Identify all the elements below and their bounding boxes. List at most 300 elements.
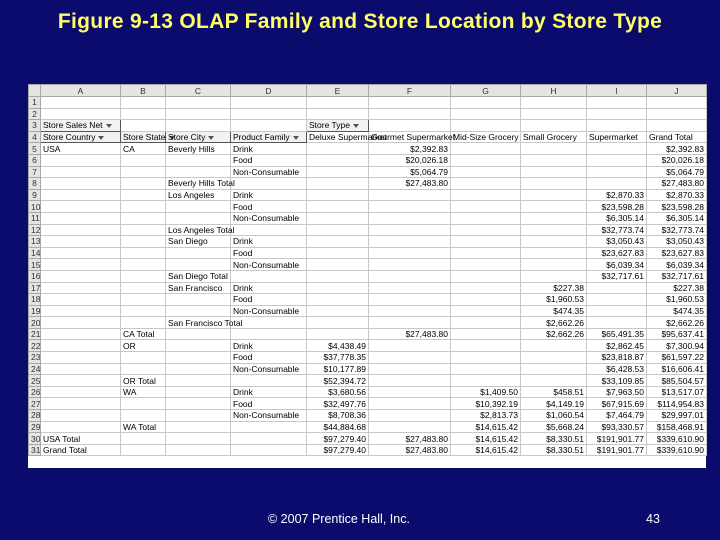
cell-b22[interactable]: OR	[121, 340, 166, 352]
cell-i5[interactable]	[587, 143, 647, 155]
cell-d26[interactable]: Drink	[231, 386, 307, 398]
column-header-e[interactable]: E	[307, 85, 369, 97]
cell-i19[interactable]	[587, 305, 647, 317]
cell-i3[interactable]	[587, 120, 647, 132]
cell-h3[interactable]	[521, 120, 587, 132]
cell-a10[interactable]	[41, 201, 121, 213]
cell-d24[interactable]: Non-Consumable	[231, 363, 307, 375]
cell-i26[interactable]: $7,963.50	[587, 386, 647, 398]
cell-j17[interactable]: $227.38	[647, 282, 707, 294]
column-header-c[interactable]: C	[166, 85, 231, 97]
cell-g1[interactable]	[451, 97, 521, 109]
cell-h19[interactable]: $474.35	[521, 305, 587, 317]
row-header[interactable]: 4	[29, 131, 41, 143]
cell-a18[interactable]	[41, 294, 121, 306]
cell-i7[interactable]	[587, 166, 647, 178]
cell-c23[interactable]	[166, 352, 231, 364]
cell-e16[interactable]	[307, 270, 369, 282]
cell-f1[interactable]	[369, 97, 451, 109]
cell-c3[interactable]	[166, 120, 231, 132]
cell-g29[interactable]: $14,615.42	[451, 421, 521, 433]
cell-g5[interactable]	[451, 143, 521, 155]
cell-j29[interactable]: $158,468.91	[647, 421, 707, 433]
cell-d28[interactable]: Non-Consumable	[231, 410, 307, 422]
cell-i13[interactable]: $3,050.43	[587, 236, 647, 248]
cell-f15[interactable]	[369, 259, 451, 271]
cell-h4[interactable]: Small Grocery	[521, 131, 587, 143]
cell-j20[interactable]: $2,662.26	[647, 317, 707, 329]
cell-e8[interactable]	[307, 178, 369, 190]
cell-g25[interactable]	[451, 375, 521, 387]
cell-d13[interactable]: Drink	[231, 236, 307, 248]
cell-e15[interactable]	[307, 259, 369, 271]
cell-a13[interactable]	[41, 236, 121, 248]
cell-f11[interactable]	[369, 212, 451, 224]
cell-c25[interactable]	[166, 375, 231, 387]
cell-e7[interactable]	[307, 166, 369, 178]
cell-a14[interactable]	[41, 247, 121, 259]
row-header[interactable]: 18	[29, 294, 41, 306]
cell-f29[interactable]	[369, 421, 451, 433]
cell-b24[interactable]	[121, 363, 166, 375]
cell-g3[interactable]	[451, 120, 521, 132]
cell-c29[interactable]	[166, 421, 231, 433]
cell-c28[interactable]	[166, 410, 231, 422]
cell-g2[interactable]	[451, 108, 521, 120]
cell-j1[interactable]	[647, 97, 707, 109]
column-header-h[interactable]: H	[521, 85, 587, 97]
cell-j23[interactable]: $61,597.22	[647, 352, 707, 364]
row-header[interactable]: 1	[29, 97, 41, 109]
cell-c12[interactable]: Los Angeles Total	[166, 224, 231, 236]
cell-a23[interactable]	[41, 352, 121, 364]
cell-a11[interactable]	[41, 212, 121, 224]
cell-f25[interactable]	[369, 375, 451, 387]
row-header[interactable]: 6	[29, 154, 41, 166]
cell-c14[interactable]	[166, 247, 231, 259]
cell-c20[interactable]: San Francisco Total	[166, 317, 231, 329]
cell-d11[interactable]: Non-Consumable	[231, 212, 307, 224]
cell-c1[interactable]	[166, 97, 231, 109]
cell-g6[interactable]	[451, 154, 521, 166]
chevron-down-icon[interactable]	[208, 136, 214, 140]
cell-j11[interactable]: $6,305.14	[647, 212, 707, 224]
cell-g31[interactable]: $14,615.42	[451, 444, 521, 456]
cell-j7[interactable]: $5,064.79	[647, 166, 707, 178]
cell-e29[interactable]: $44,884.68	[307, 421, 369, 433]
cell-e10[interactable]	[307, 201, 369, 213]
cell-f7[interactable]: $5,064.79	[369, 166, 451, 178]
cell-i2[interactable]	[587, 108, 647, 120]
cell-f9[interactable]	[369, 189, 451, 201]
cell-a25[interactable]	[41, 375, 121, 387]
cell-d4[interactable]: Product Family	[231, 131, 307, 143]
cell-c10[interactable]	[166, 201, 231, 213]
cell-i9[interactable]: $2,870.33	[587, 189, 647, 201]
cell-h7[interactable]	[521, 166, 587, 178]
cell-i27[interactable]: $67,915.69	[587, 398, 647, 410]
cell-j3[interactable]	[647, 120, 707, 132]
cell-h20[interactable]: $2,662.26	[521, 317, 587, 329]
cell-c17[interactable]: San Francisco	[166, 282, 231, 294]
cell-b17[interactable]	[121, 282, 166, 294]
cell-b5[interactable]: CA	[121, 143, 166, 155]
chevron-down-icon[interactable]	[98, 136, 104, 140]
chevron-down-icon[interactable]	[106, 124, 112, 128]
cell-i25[interactable]: $33,109.85	[587, 375, 647, 387]
cell-a29[interactable]	[41, 421, 121, 433]
cell-f26[interactable]	[369, 386, 451, 398]
cell-h21[interactable]: $2,662.26	[521, 328, 587, 340]
cell-b13[interactable]	[121, 236, 166, 248]
column-header-b[interactable]: B	[121, 85, 166, 97]
cell-a2[interactable]	[41, 108, 121, 120]
cell-g11[interactable]	[451, 212, 521, 224]
cell-b6[interactable]	[121, 154, 166, 166]
cell-c6[interactable]	[166, 154, 231, 166]
cell-d9[interactable]: Drink	[231, 189, 307, 201]
cell-f3[interactable]	[369, 120, 451, 132]
cell-g13[interactable]	[451, 236, 521, 248]
cell-d3[interactable]	[231, 120, 307, 132]
cell-b4[interactable]: Store State	[121, 131, 166, 143]
cell-b21[interactable]: CA Total	[121, 328, 166, 340]
cell-j6[interactable]: $20,026.18	[647, 154, 707, 166]
cell-h30[interactable]: $8,330.51	[521, 433, 587, 445]
row-header[interactable]: 9	[29, 189, 41, 201]
column-header-i[interactable]: I	[587, 85, 647, 97]
row-header[interactable]: 8	[29, 178, 41, 190]
cell-h5[interactable]	[521, 143, 587, 155]
cell-c19[interactable]	[166, 305, 231, 317]
cell-e24[interactable]: $10,177.89	[307, 363, 369, 375]
cell-h13[interactable]	[521, 236, 587, 248]
cell-c5[interactable]: Beverly Hills	[166, 143, 231, 155]
cell-b8[interactable]	[121, 178, 166, 190]
cell-a12[interactable]	[41, 224, 121, 236]
cell-c22[interactable]	[166, 340, 231, 352]
cell-e3[interactable]: Store Type	[307, 120, 369, 132]
column-header-g[interactable]: G	[451, 85, 521, 97]
row-header[interactable]: 21	[29, 328, 41, 340]
cell-h27[interactable]: $4,149.19	[521, 398, 587, 410]
cell-g10[interactable]	[451, 201, 521, 213]
cell-j15[interactable]: $6,039.34	[647, 259, 707, 271]
cell-c21[interactable]	[166, 328, 231, 340]
cell-h28[interactable]: $1,060.54	[521, 410, 587, 422]
cell-b26[interactable]: WA	[121, 386, 166, 398]
cell-c27[interactable]	[166, 398, 231, 410]
cell-f21[interactable]: $27,483.80	[369, 328, 451, 340]
cell-e26[interactable]: $3,680.56	[307, 386, 369, 398]
cell-e20[interactable]	[307, 317, 369, 329]
cell-g26[interactable]: $1,409.50	[451, 386, 521, 398]
row-header[interactable]: 22	[29, 340, 41, 352]
cell-j2[interactable]	[647, 108, 707, 120]
cell-h22[interactable]	[521, 340, 587, 352]
cell-b27[interactable]	[121, 398, 166, 410]
cell-h12[interactable]	[521, 224, 587, 236]
row-header[interactable]: 29	[29, 421, 41, 433]
cell-h11[interactable]	[521, 212, 587, 224]
cell-i29[interactable]: $93,330.57	[587, 421, 647, 433]
cell-b1[interactable]	[121, 97, 166, 109]
cell-e28[interactable]: $8,708.36	[307, 410, 369, 422]
cell-h1[interactable]	[521, 97, 587, 109]
cell-i20[interactable]	[587, 317, 647, 329]
cell-f17[interactable]	[369, 282, 451, 294]
cell-c18[interactable]	[166, 294, 231, 306]
cell-i14[interactable]: $23,627.83	[587, 247, 647, 259]
cell-d29[interactable]	[231, 421, 307, 433]
cell-f4[interactable]: Gourmet Supermarket	[369, 131, 451, 143]
cell-b25[interactable]: OR Total	[121, 375, 166, 387]
row-header[interactable]: 15	[29, 259, 41, 271]
cell-d17[interactable]: Drink	[231, 282, 307, 294]
cell-d14[interactable]: Food	[231, 247, 307, 259]
cell-e11[interactable]	[307, 212, 369, 224]
cell-c9[interactable]: Los Angeles	[166, 189, 231, 201]
cell-i8[interactable]	[587, 178, 647, 190]
cell-e17[interactable]	[307, 282, 369, 294]
cell-i23[interactable]: $23,818.87	[587, 352, 647, 364]
cell-f30[interactable]: $27,483.80	[369, 433, 451, 445]
cell-a22[interactable]	[41, 340, 121, 352]
row-header[interactable]: 12	[29, 224, 41, 236]
cell-i1[interactable]	[587, 97, 647, 109]
cell-c16[interactable]: San Diego Total	[166, 270, 231, 282]
cell-b15[interactable]	[121, 259, 166, 271]
row-header[interactable]: 7	[29, 166, 41, 178]
cell-a7[interactable]	[41, 166, 121, 178]
cell-a6[interactable]	[41, 154, 121, 166]
cell-c24[interactable]	[166, 363, 231, 375]
cell-j21[interactable]: $95,637.41	[647, 328, 707, 340]
cell-d19[interactable]: Non-Consumable	[231, 305, 307, 317]
cell-e22[interactable]: $4,438.49	[307, 340, 369, 352]
cell-i30[interactable]: $191,901.77	[587, 433, 647, 445]
cell-a15[interactable]	[41, 259, 121, 271]
cell-b18[interactable]	[121, 294, 166, 306]
row-header[interactable]: 5	[29, 143, 41, 155]
cell-j31[interactable]: $339,610.90	[647, 444, 707, 456]
cell-d1[interactable]	[231, 97, 307, 109]
cell-f28[interactable]	[369, 410, 451, 422]
cell-b16[interactable]	[121, 270, 166, 282]
cell-g17[interactable]	[451, 282, 521, 294]
cell-j8[interactable]: $27,483.80	[647, 178, 707, 190]
cell-h26[interactable]: $458.51	[521, 386, 587, 398]
cell-i28[interactable]: $7,464.79	[587, 410, 647, 422]
cell-i10[interactable]: $23,598.28	[587, 201, 647, 213]
cell-j22[interactable]: $7,300.94	[647, 340, 707, 352]
cell-h15[interactable]	[521, 259, 587, 271]
cell-c26[interactable]	[166, 386, 231, 398]
cell-g16[interactable]	[451, 270, 521, 282]
cell-e30[interactable]: $97,279.40	[307, 433, 369, 445]
cell-g22[interactable]	[451, 340, 521, 352]
cell-e25[interactable]: $52,394.72	[307, 375, 369, 387]
cell-i22[interactable]: $2,862.45	[587, 340, 647, 352]
cell-i6[interactable]	[587, 154, 647, 166]
cell-j10[interactable]: $23,598.28	[647, 201, 707, 213]
cell-f8[interactable]: $27,483.80	[369, 178, 451, 190]
cell-d22[interactable]: Drink	[231, 340, 307, 352]
row-header[interactable]: 16	[29, 270, 41, 282]
cell-c15[interactable]	[166, 259, 231, 271]
cell-h17[interactable]: $227.38	[521, 282, 587, 294]
cell-g21[interactable]	[451, 328, 521, 340]
cell-f20[interactable]	[369, 317, 451, 329]
cell-j26[interactable]: $13,517.07	[647, 386, 707, 398]
cell-i24[interactable]: $6,428.53	[587, 363, 647, 375]
cell-b14[interactable]	[121, 247, 166, 259]
cell-a26[interactable]	[41, 386, 121, 398]
cell-f6[interactable]: $20,026.18	[369, 154, 451, 166]
cell-b30[interactable]	[121, 433, 166, 445]
cell-h9[interactable]	[521, 189, 587, 201]
cell-f31[interactable]: $27,483.80	[369, 444, 451, 456]
cell-g27[interactable]: $10,392.19	[451, 398, 521, 410]
cell-g23[interactable]	[451, 352, 521, 364]
cell-h18[interactable]: $1,960.53	[521, 294, 587, 306]
cell-j16[interactable]: $32,717.61	[647, 270, 707, 282]
cell-i16[interactable]: $32,717.61	[587, 270, 647, 282]
cell-f12[interactable]	[369, 224, 451, 236]
cell-i12[interactable]: $32,773.74	[587, 224, 647, 236]
row-header[interactable]: 23	[29, 352, 41, 364]
cell-b9[interactable]	[121, 189, 166, 201]
cell-b10[interactable]	[121, 201, 166, 213]
cell-b3[interactable]	[121, 120, 166, 132]
cell-g8[interactable]	[451, 178, 521, 190]
cell-e19[interactable]	[307, 305, 369, 317]
cell-h31[interactable]: $8,330.51	[521, 444, 587, 456]
cell-b23[interactable]	[121, 352, 166, 364]
cell-h8[interactable]	[521, 178, 587, 190]
cell-a4[interactable]: Store Country	[41, 131, 121, 143]
cell-a21[interactable]	[41, 328, 121, 340]
cell-g24[interactable]	[451, 363, 521, 375]
cell-f16[interactable]	[369, 270, 451, 282]
chevron-down-icon[interactable]	[353, 124, 359, 128]
cell-i15[interactable]: $6,039.34	[587, 259, 647, 271]
cell-g28[interactable]: $2,813.73	[451, 410, 521, 422]
cell-c13[interactable]: San Diego	[166, 236, 231, 248]
select-all-corner[interactable]	[29, 85, 41, 97]
row-header[interactable]: 17	[29, 282, 41, 294]
cell-d5[interactable]: Drink	[231, 143, 307, 155]
cell-f5[interactable]: $2,392.83	[369, 143, 451, 155]
cell-i17[interactable]	[587, 282, 647, 294]
cell-c11[interactable]	[166, 212, 231, 224]
cell-a28[interactable]	[41, 410, 121, 422]
cell-a31[interactable]: Grand Total	[41, 444, 121, 456]
cell-a9[interactable]	[41, 189, 121, 201]
cell-h6[interactable]	[521, 154, 587, 166]
cell-e18[interactable]	[307, 294, 369, 306]
cell-d6[interactable]: Food	[231, 154, 307, 166]
row-header[interactable]: 24	[29, 363, 41, 375]
cell-c31[interactable]	[166, 444, 231, 456]
cell-b2[interactable]	[121, 108, 166, 120]
cell-c2[interactable]	[166, 108, 231, 120]
cell-d15[interactable]: Non-Consumable	[231, 259, 307, 271]
cell-j24[interactable]: $16,606.41	[647, 363, 707, 375]
cell-f14[interactable]	[369, 247, 451, 259]
cell-d16[interactable]	[231, 270, 307, 282]
cell-j9[interactable]: $2,870.33	[647, 189, 707, 201]
cell-b28[interactable]	[121, 410, 166, 422]
cell-j30[interactable]: $339,610.90	[647, 433, 707, 445]
row-header[interactable]: 30	[29, 433, 41, 445]
cell-j28[interactable]: $29,997.01	[647, 410, 707, 422]
cell-f10[interactable]	[369, 201, 451, 213]
cell-a24[interactable]	[41, 363, 121, 375]
cell-a1[interactable]	[41, 97, 121, 109]
cell-e1[interactable]	[307, 97, 369, 109]
cell-h25[interactable]	[521, 375, 587, 387]
row-header[interactable]: 3	[29, 120, 41, 132]
cell-a20[interactable]	[41, 317, 121, 329]
cell-g30[interactable]: $14,615.42	[451, 433, 521, 445]
cell-f19[interactable]	[369, 305, 451, 317]
cell-c30[interactable]	[166, 433, 231, 445]
cell-d31[interactable]	[231, 444, 307, 456]
cell-g19[interactable]	[451, 305, 521, 317]
cell-g7[interactable]	[451, 166, 521, 178]
cell-a3[interactable]: Store Sales Net	[41, 120, 121, 132]
cell-f22[interactable]	[369, 340, 451, 352]
cell-j25[interactable]: $85,504.57	[647, 375, 707, 387]
cell-i18[interactable]	[587, 294, 647, 306]
cell-d2[interactable]	[231, 108, 307, 120]
cell-h29[interactable]: $5,668.24	[521, 421, 587, 433]
cell-j14[interactable]: $23,627.83	[647, 247, 707, 259]
cell-f23[interactable]	[369, 352, 451, 364]
row-header[interactable]: 25	[29, 375, 41, 387]
cell-e23[interactable]: $37,778.35	[307, 352, 369, 364]
cell-h14[interactable]	[521, 247, 587, 259]
chevron-down-icon[interactable]	[293, 136, 299, 140]
row-header[interactable]: 27	[29, 398, 41, 410]
row-header[interactable]: 11	[29, 212, 41, 224]
cell-d23[interactable]: Food	[231, 352, 307, 364]
cell-a17[interactable]	[41, 282, 121, 294]
cell-i4[interactable]: Supermarket	[587, 131, 647, 143]
cell-a5[interactable]: USA	[41, 143, 121, 155]
cell-e9[interactable]	[307, 189, 369, 201]
cell-j12[interactable]: $32,773.74	[647, 224, 707, 236]
cell-a19[interactable]	[41, 305, 121, 317]
cell-f27[interactable]	[369, 398, 451, 410]
cell-e6[interactable]	[307, 154, 369, 166]
cell-f2[interactable]	[369, 108, 451, 120]
row-header[interactable]: 31	[29, 444, 41, 456]
cell-j19[interactable]: $474.35	[647, 305, 707, 317]
cell-d21[interactable]	[231, 328, 307, 340]
cell-b20[interactable]	[121, 317, 166, 329]
column-header-d[interactable]: D	[231, 85, 307, 97]
cell-a30[interactable]: USA Total	[41, 433, 121, 445]
cell-b19[interactable]	[121, 305, 166, 317]
cell-d30[interactable]	[231, 433, 307, 445]
cell-c8[interactable]: Beverly Hills Total	[166, 178, 231, 190]
row-header[interactable]: 20	[29, 317, 41, 329]
cell-a27[interactable]	[41, 398, 121, 410]
cell-d27[interactable]: Food	[231, 398, 307, 410]
cell-h16[interactable]	[521, 270, 587, 282]
